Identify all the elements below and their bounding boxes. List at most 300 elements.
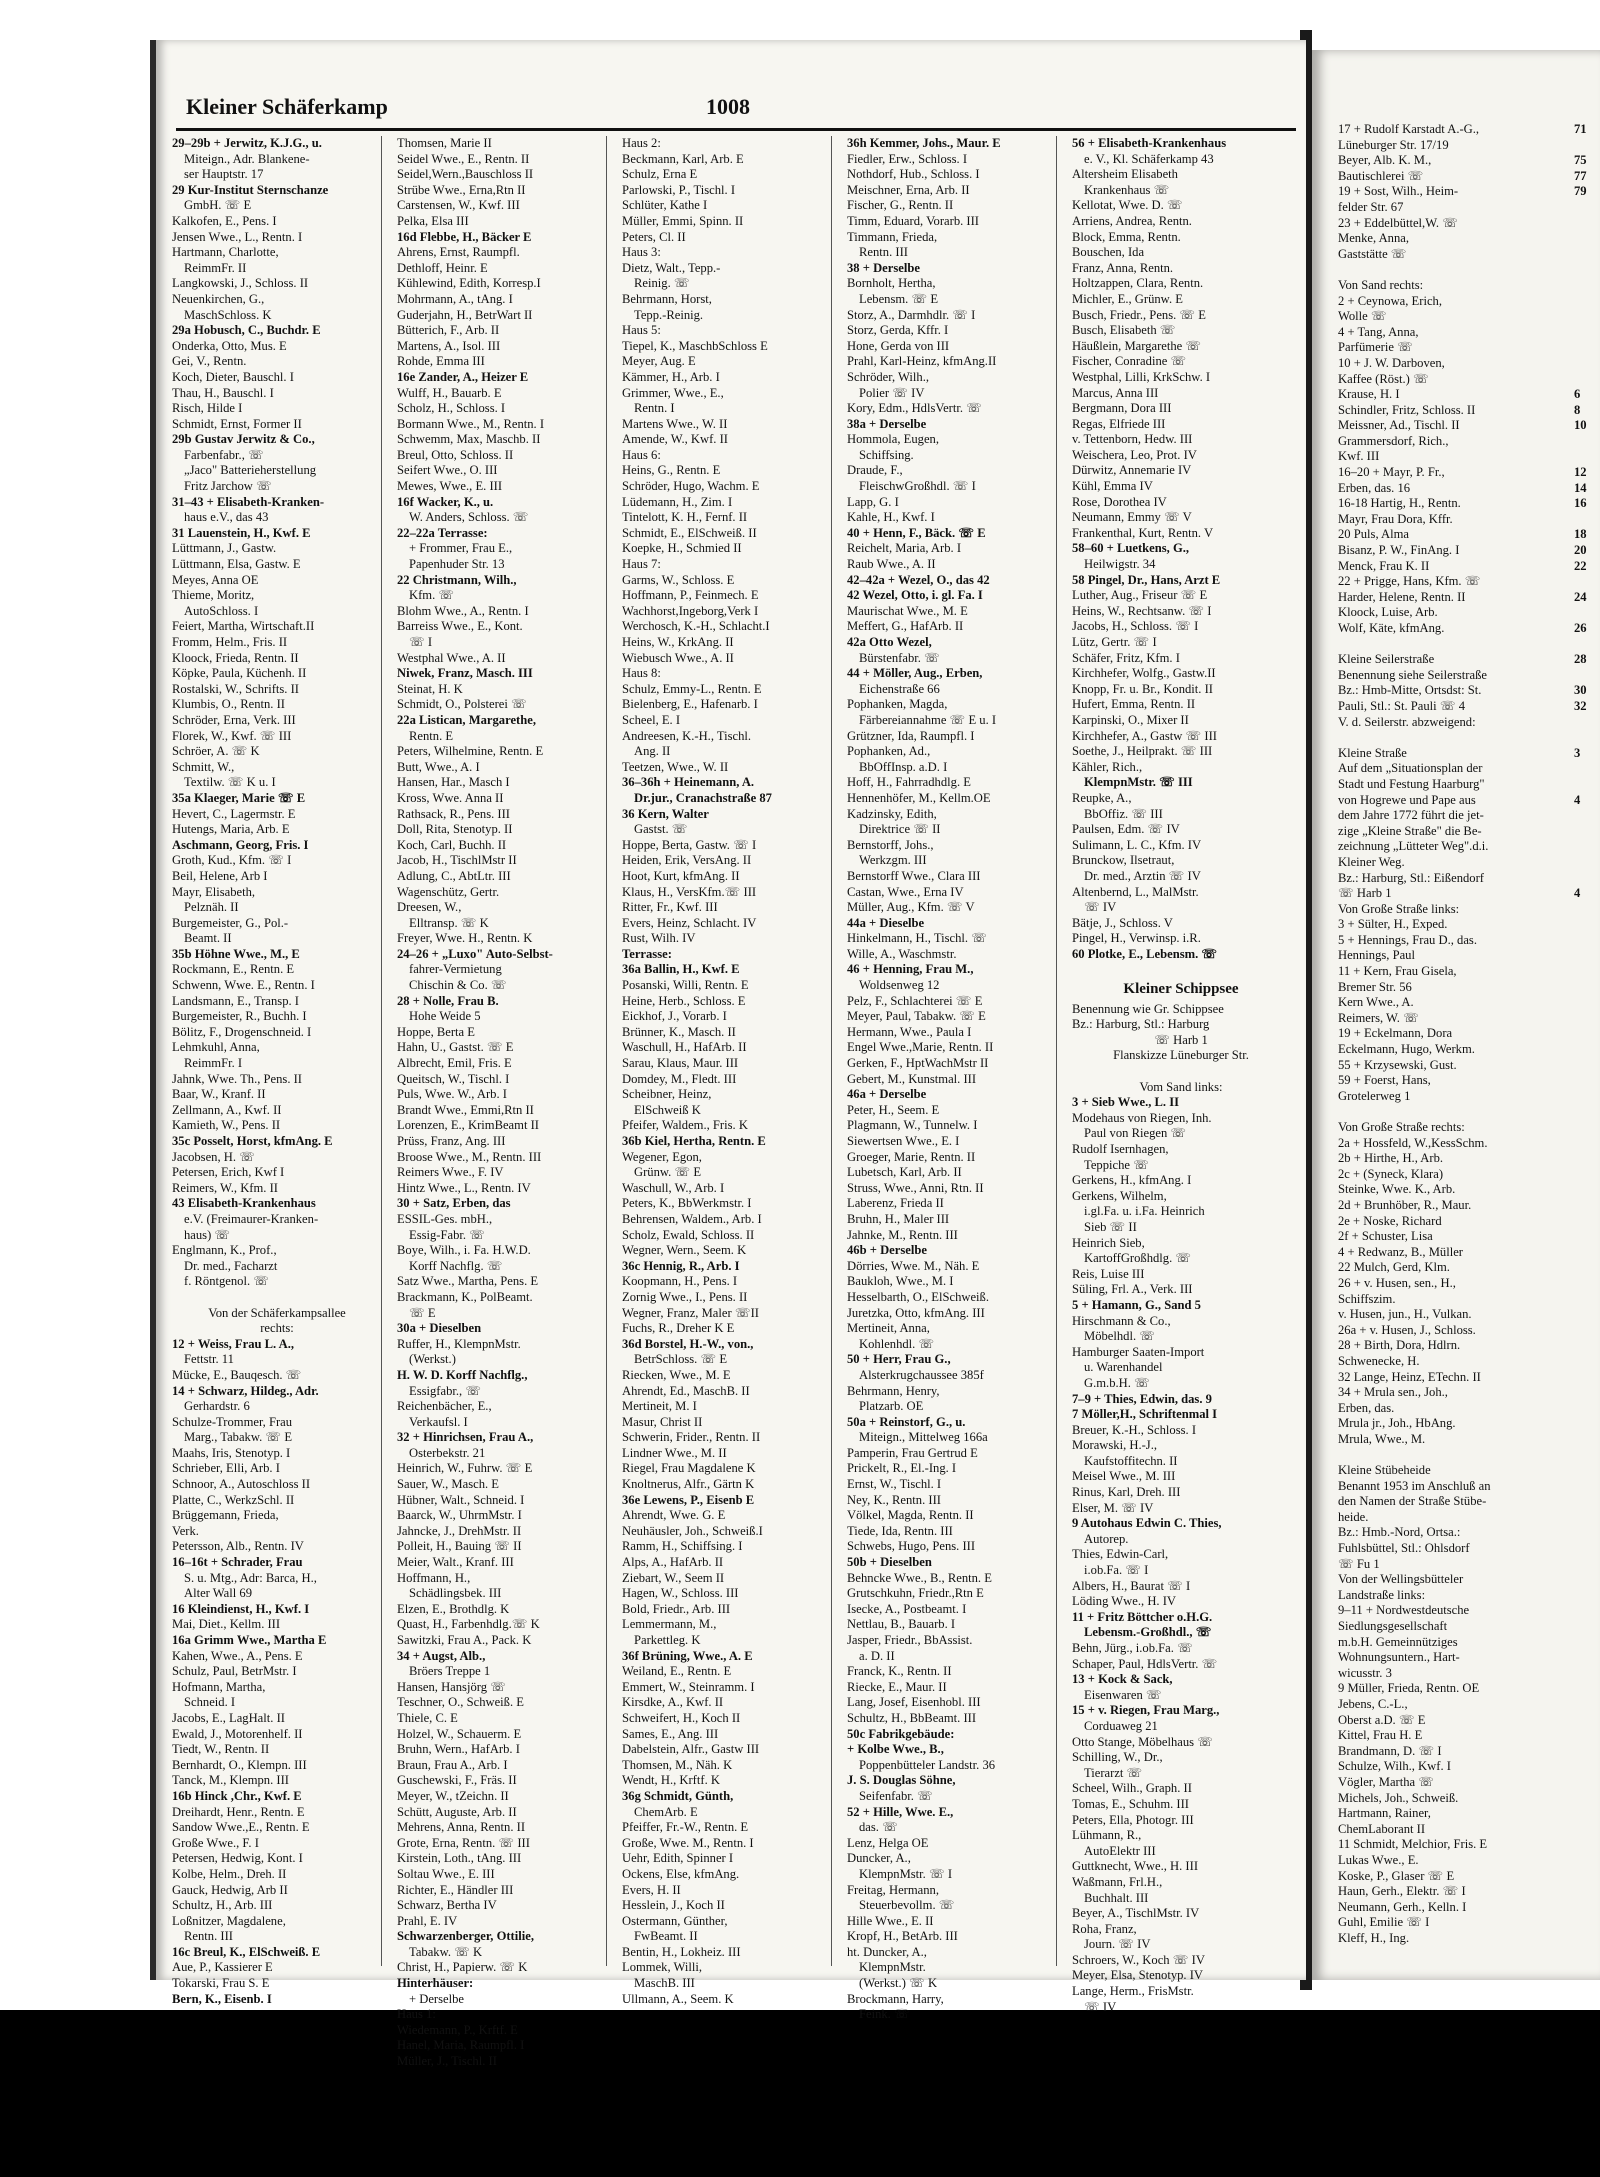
directory-entry: 23 + Eddelbüttel,W. ☏	[1338, 215, 1458, 230]
directory-entry: Hohe Weide 5	[409, 1009, 481, 1024]
directory-entry: Benennung wie Gr. Schippsee	[1072, 1001, 1224, 1016]
directory-entry: 4 + Tang, Anna,	[1338, 324, 1419, 339]
directory-entry: Zellmann, A., Kwf. II	[172, 1102, 282, 1117]
directory-entry: Ullmann, A., Seem. K	[622, 1991, 734, 2006]
directory-entry: Sawitzki, Frau A., Pack. K	[397, 1633, 532, 1647]
directory-entry: Posanski, Willi, Rentn. E	[622, 978, 749, 993]
directory-entry: G.m.b.H. ☏	[1084, 1375, 1150, 1390]
directory-entry: Kühl, Emma IV	[1072, 479, 1153, 494]
directory-entry: Kämmer, H., Arb. I	[622, 369, 720, 384]
directory-entry: Tepp.-Reinig.	[634, 307, 704, 322]
directory-entry: Westphal, Lilli, KrkSchw. I	[1072, 369, 1211, 384]
directory-entry: Textilw. ☏ K u. I	[184, 775, 276, 790]
directory-entry: Michels, Joh., Schweiß.	[1338, 1790, 1459, 1805]
directory-entry	[1312, 637, 1572, 653]
directory-entry: Hutengs, Maria, Arb. E	[172, 822, 290, 837]
directory-entry: MaschB. III	[634, 1976, 695, 1991]
directory-entry: Bornholt, Hertha,	[847, 276, 936, 291]
edge-house-number	[1574, 761, 1600, 777]
directory-entry: 30 + Satz, Erben, das	[397, 1196, 511, 1211]
directory-entry: GmbH. ☏ E	[184, 198, 252, 213]
directory-entry: Reupke, A.,	[1072, 790, 1132, 805]
directory-entry: Richter, E., Händler III	[397, 1882, 514, 1897]
directory-entry: Ahrendt, Ed., MaschB. II	[622, 1383, 750, 1398]
directory-entry: Schweifert, H., Koch II	[622, 1710, 741, 1725]
directory-entry: Pingel, H., Verwinsp. i.R.	[1072, 931, 1201, 946]
directory-entry: Thiele, C. E	[397, 1710, 458, 1725]
directory-entry: Prickelt, R., El.-Ing. I	[847, 1461, 957, 1476]
directory-entry: Lehmkuhl, Anna,	[172, 1040, 260, 1055]
directory-entry: Schaper, Paul, HdlsVertr. ☏	[1072, 1656, 1218, 1671]
directory-entry: Nettlau, B., Bauarb. I	[847, 1617, 956, 1632]
directory-entry: Essigfabr., ☏	[409, 1383, 482, 1398]
directory-entry: 46b + Derselbe	[847, 1243, 927, 1258]
directory-entry: Flanskizze Lüneburger Str.	[1113, 1048, 1249, 1063]
directory-entry: Landstraße links:	[1338, 1587, 1426, 1602]
directory-entry: Onderka, Otto, Mus. E	[172, 338, 287, 353]
directory-entry: Terrasse:	[622, 946, 672, 961]
directory-entry: Kellotat, Wwe. D. ☏	[1072, 198, 1183, 213]
directory-entry: Schädlingsbek. III	[409, 1586, 502, 1601]
directory-entry: Arriens, Andrea, Rentn.	[1072, 213, 1192, 228]
directory-entry: Von Große Straße rechts:	[1338, 1120, 1465, 1134]
edge-house-number	[1574, 434, 1600, 450]
directory-entry: Dürwitz, Annemarie IV	[1072, 463, 1192, 478]
edge-house-number	[1574, 855, 1600, 871]
directory-entry: Petersson, Alb., Rentn. IV	[172, 1539, 304, 1554]
directory-entry: 38a + Derselbe	[847, 416, 927, 431]
directory-entry: Beil, Helene, Arb I	[172, 868, 268, 883]
directory-entry: 16e Zander, A., Heizer E	[397, 369, 529, 384]
directory-entry: Pophanken, Magda,	[847, 697, 948, 712]
directory-entry: Von Große Straße links:	[1338, 901, 1460, 916]
directory-entry: Christ, H., Papierw. ☏ K	[397, 1960, 528, 1975]
directory-entry: Heins, W., Rechtsanw. ☏ I	[1072, 603, 1212, 618]
directory-entry: 20 Puls, Alma	[1338, 527, 1410, 542]
directory-entry: Thieme, Moritz,	[172, 588, 255, 603]
directory-entry: Raub Wwe., A. II	[847, 557, 936, 572]
directory-entry	[1070, 962, 1290, 978]
directory-entry	[1312, 730, 1572, 746]
next-page-column	[1312, 122, 1572, 1946]
directory-entry: 42 Wezel, Otto, i. gl. Fa. I	[847, 588, 983, 603]
directory-entry: Niwek, Franz, Masch. III	[397, 666, 533, 681]
directory-entry	[1312, 262, 1572, 278]
directory-entry: Kamieth, W., Pens. II	[172, 1118, 281, 1133]
directory-entry: Feink. ☏	[859, 2007, 910, 2022]
edge-house-number: 4	[1574, 792, 1581, 807]
edge-house-number	[1574, 216, 1600, 232]
directory-entry: Klumbis, O., Rentn. II	[172, 697, 285, 712]
directory-entry: Bernstorff, Johs.,	[847, 837, 934, 852]
directory-entry: Autorep.	[1084, 1531, 1129, 1546]
directory-entry: Alps, A., HafArb. II	[622, 1555, 724, 1570]
column-4	[845, 136, 1057, 2022]
directory-entry: Hille Wwe., E. II	[847, 1913, 934, 1928]
directory-entry: Hoff, H., Fahrradhdlg. E	[847, 775, 971, 790]
directory-entry: Osterbekstr. 21	[409, 1445, 486, 1460]
directory-entry: Franck, K., Rentn. II	[847, 1664, 952, 1679]
directory-entry: Lenz, Helga OE	[847, 1835, 929, 1850]
edge-house-number: 32	[1574, 698, 1587, 713]
directory-entry: Gerhardstr. 6	[184, 1399, 250, 1414]
directory-entry: Holtzappen, Clara, Rentn.	[1072, 276, 1204, 291]
directory-entry: Timmann, Frieda,	[847, 229, 938, 244]
directory-entry: Buchhalt. III	[1084, 1890, 1149, 1905]
directory-entry: Lüneburger Str. 17/19	[1338, 137, 1449, 152]
edge-house-number	[1574, 356, 1600, 372]
directory-entry: 36 Kern, Walter	[622, 806, 709, 821]
directory-entry: 3 + Sieb Wwe., L. II	[1072, 1095, 1180, 1110]
directory-entry: Schwerin, Frider., Rentn. II	[622, 1430, 761, 1445]
directory-entry: Jebens, C.-L.,	[1338, 1696, 1408, 1711]
directory-entry: Benennung siehe Seilerstraße	[1338, 667, 1487, 682]
directory-entry: Wiebusch Wwe., A. II	[622, 650, 734, 665]
directory-entry: Koch, Carl, Buchh. II	[397, 837, 507, 852]
directory-entry: Modehaus von Riegen, Inh.	[1072, 1110, 1212, 1125]
directory-entry: Dabelstein, Alfr., Gastw III	[622, 1742, 760, 1757]
directory-entry: Aue, P., Kassierer E	[172, 1960, 273, 1975]
directory-entry: S. u. Mtg., Adr: Barca, H.,	[184, 1570, 317, 1585]
directory-entry: KlempnMstr. ☏ I	[859, 1866, 953, 1881]
directory-entry: Bern, K., Eisenb. I	[172, 1991, 272, 2006]
scanner-bed-bottom	[0, 2010, 1600, 2177]
directory-entry: Barreiss Wwe., E., Kont.	[397, 619, 523, 634]
directory-entry: 16f Wacker, K., u.	[397, 494, 494, 509]
directory-entry: Struss, Wwe., Anni, Rtn. II	[847, 1180, 984, 1195]
directory-entry: Bernstorff Wwe., Clara III	[847, 868, 981, 883]
directory-entry: Von Sand rechts:	[1338, 277, 1424, 292]
directory-entry: Meyer, Elsa, Stenotyp. IV	[1072, 1968, 1204, 1983]
directory-entry: Meffert, G., HafArb. II	[847, 619, 964, 634]
directory-entry: Meissner, Ad., Tischl. II	[1338, 418, 1460, 433]
directory-entry: Busch, Elisabeth ☏	[1072, 323, 1176, 338]
directory-entry: Erben, das.	[1338, 1400, 1395, 1415]
directory-entry: Schroers, W., Koch ☏ IV	[1072, 1952, 1205, 1967]
directory-entry: 50a + Reinstorf, G., u.	[847, 1414, 966, 1429]
directory-entry: e. V., Kl. Schäferkamp 43	[1084, 151, 1214, 166]
directory-entry: Steuerbevollm. ☏	[859, 1898, 955, 1913]
directory-entry: Jensen Wwe., L., Rentn. I	[172, 229, 303, 244]
directory-entry: Papenhuder Str. 13	[409, 557, 505, 572]
directory-entry: Haus 1:	[397, 2007, 436, 2022]
directory-entry: 10 + J. W. Darboven,	[1338, 355, 1445, 370]
directory-entry: 59 + Foerst, Hans,	[1338, 1073, 1431, 1088]
directory-entry: Hanel, Maria, Raumpfl. I	[397, 2038, 525, 2053]
directory-entry: Rose, Dorothea IV	[1072, 494, 1167, 509]
directory-entry: + Kolbe Wwe., B.,	[847, 1742, 944, 1757]
directory-entry: 31–43 + Elisabeth-Kranken-	[172, 494, 325, 509]
directory-entry: Eckelmann, Hugo, Werkm.	[1338, 1042, 1475, 1057]
directory-entry: Tomas, E., Schuhm. III	[1072, 1796, 1189, 1811]
directory-entry: 42–42a + Wezel, O., das 42	[847, 572, 990, 587]
directory-entry: Peters, K., BbWerkmstr. I	[622, 1196, 752, 1211]
directory-entry: Fuhlsbüttel, Stl.: Ohlsdorf	[1338, 1541, 1470, 1556]
directory-entry: Martens Wwe., W. II	[622, 416, 728, 431]
directory-entry: Müller, J., Tischl. II	[397, 2054, 497, 2069]
directory-entry: Tokarski, Frau S. E	[172, 1976, 270, 1991]
directory-entry: Langkowski, J., Schloss. II	[172, 276, 309, 291]
directory-entry: Hagen, W., Schloss. III	[622, 1586, 739, 1601]
page-number: 1008	[706, 94, 750, 119]
directory-entry: 16 Kleindienst, H., Kwf. I	[172, 1601, 310, 1616]
directory-entry: ☏ I	[409, 635, 433, 649]
directory-entry: 46a + Derselbe	[847, 1087, 927, 1102]
directory-entry: Brandt Wwe., Emmi,Rtn II	[397, 1102, 534, 1117]
directory-entry: Haus 8:	[622, 666, 661, 681]
directory-entry: Schrieber, Elli, Arb. I	[172, 1461, 280, 1476]
directory-entry: Siedlungsgesellschaft	[1338, 1619, 1448, 1633]
directory-entry: Mayr, Frau Dora, Kffr.	[1338, 511, 1453, 526]
directory-entry: Hofmann, Martha,	[172, 1679, 266, 1694]
directory-entry: Von der Schäferkampsallee	[208, 1305, 346, 1320]
directory-entry: Behn, Jürg., i.ob.Fa. ☏	[1072, 1641, 1193, 1655]
directory-entry: Miteign., Adr. Blankene-	[184, 151, 310, 166]
directory-entry: Färbereiannahme ☏ E u. I	[859, 712, 997, 727]
directory-entry: Sandow Wwe.,E., Rentn. E	[172, 1820, 310, 1835]
directory-entry: Rust, Wilh. IV	[622, 931, 696, 946]
edge-house-number	[1574, 309, 1600, 325]
directory-entry: Ewald, J., Motorenhelf. II	[172, 1726, 303, 1741]
directory-entry: FleischwGroßhdl. ☏ I	[859, 479, 976, 494]
directory-entry: 35b Höhne Wwe., M., E	[172, 946, 300, 961]
directory-entry: Reimers, W. ☏	[1338, 1010, 1419, 1025]
directory-entry: Tiedt, W., Rentn. II	[172, 1742, 270, 1757]
directory-entry: Neuhäusler, Joh., Schweiß.I	[622, 1523, 763, 1538]
directory-entry: Bisanz, P. W., FinAng. I	[1338, 543, 1460, 558]
directory-entry: 22a Listican, Margarethe,	[397, 712, 536, 727]
directory-entry: Platzarb. OE	[859, 1399, 924, 1414]
directory-entry: Rentn. E	[409, 728, 454, 743]
directory-entry: 29a Hobusch, C., Buchdr. E	[172, 323, 321, 338]
directory-entry: Fischer, Conradine ☏	[1072, 354, 1187, 369]
directory-entry: Roha, Franz,	[1072, 1921, 1137, 1936]
directory-entry: Ruffer, H., KlempnMstr.	[397, 1336, 521, 1351]
directory-entry: Chischin & Co. ☏	[409, 978, 507, 993]
directory-entry: Kalkofen, E., Pens. I	[172, 213, 277, 228]
directory-entry: W. Anders, Schloss. ☏	[409, 510, 529, 525]
directory-entry: Hirschmann & Co.,	[1072, 1313, 1171, 1328]
directory-entry: u. Warenhandel	[1084, 1360, 1163, 1375]
directory-entry: Mewes, Wwe., E. III	[397, 479, 503, 494]
edge-house-number: 71	[1574, 122, 1587, 136]
directory-entry: 16a Grimm Wwe., Martha E	[172, 1633, 327, 1647]
directory-entry: Koske, P., Glaser ☏ E	[1338, 1868, 1455, 1883]
column-1	[170, 136, 382, 2006]
directory-entry: Ney, K., Rentn. III	[847, 1492, 941, 1507]
directory-entry: Bentin, H., Lokheiz. III	[622, 1944, 741, 1959]
directory-entry: Gerkens, H., kfmAng. I	[1072, 1173, 1192, 1188]
directory-entry: Klaus, H., VersKfm.☏ III	[622, 884, 757, 899]
directory-entry: Kern Wwe., A.	[1338, 995, 1414, 1010]
directory-entry: Scheibner, Heinz,	[622, 1087, 712, 1102]
directory-entry: Scheel, E. I	[622, 712, 681, 727]
directory-entry: 32 + Hinrichsen, Frau A.,	[397, 1430, 534, 1445]
edge-house-number: 75	[1574, 153, 1587, 168]
directory-entry: Dr. med., Facharzt	[184, 1258, 278, 1273]
edge-house-number	[1574, 668, 1600, 684]
directory-entry: ElSchweiß K	[634, 1102, 701, 1117]
directory-entry: Schiffszim.	[1338, 1291, 1396, 1306]
directory-entry: Jacobs, E., LagHalt. II	[172, 1710, 285, 1725]
directory-entry: Müller, Emmi, Spinn. II	[622, 213, 744, 228]
directory-entry: V. d. Seilerstr. abzweigend:	[1338, 714, 1476, 729]
directory-entry: Elzen, E., Brothdlg. K	[397, 1601, 510, 1616]
directory-entry: Jahnk, Wwe. Th., Pens. II	[172, 1071, 303, 1086]
directory-entry: 28 + Birth, Dora, Hdlrn.	[1338, 1338, 1461, 1353]
directory-entry: Parlowski, P., Tischl. I	[622, 182, 736, 197]
directory-entry: Schilling, W., Dr.,	[1072, 1750, 1163, 1765]
directory-entry: 2c + (Syneck, Klara)	[1338, 1166, 1444, 1181]
directory-entry: Essig-Fabr. ☏	[409, 1227, 485, 1242]
directory-entry: Weischera, Leo, Prot. IV	[1072, 447, 1197, 462]
directory-entry: Heins, G., Rentn. E	[622, 463, 721, 478]
directory-entry: das. ☏	[859, 1820, 898, 1835]
directory-entry: Meyer, W., tZeichn. II	[397, 1788, 509, 1803]
directory-entry: Groth, Kud., Kfm. ☏ I	[172, 853, 292, 868]
directory-entry: Eickhof, J., Vorarb. I	[622, 1009, 727, 1024]
directory-entry: Scholz, Ewald, Schloss. II	[622, 1227, 755, 1242]
directory-entry: Hoffmann, P., Feinmech. E	[622, 588, 759, 603]
directory-entry: ☏ IV	[1084, 1999, 1117, 2014]
edge-house-number	[1574, 715, 1600, 731]
directory-entry: Völkel, Magda, Rentn. II	[847, 1508, 974, 1523]
directory-entry: Hahn, U., Gastst. ☏ E	[397, 1040, 514, 1055]
directory-entry: Michler, E., Grünw. E	[1072, 291, 1183, 306]
directory-entry: ☏ Harb 1	[1338, 886, 1392, 901]
directory-entry: Ramm, H., Schiffsing. I	[622, 1539, 743, 1554]
directory-entry: Hansen, Har., Masch I	[397, 775, 510, 790]
directory-entry: Ziebart, W., Seem II	[622, 1570, 725, 1585]
directory-entry: Grammersdorf, Rich.,	[1338, 433, 1449, 448]
directory-entry: Altenbernd, L., MalMstr.	[1072, 884, 1199, 899]
directory-entry: Gerkens, Wilhelm,	[1072, 1188, 1167, 1203]
directory-entry: Lommek, Willi,	[622, 1960, 703, 1975]
directory-entry: Gastst. ☏	[634, 822, 688, 837]
directory-entry: Pfeiffer, Fr.-W., Rentn. E	[622, 1820, 749, 1835]
edge-house-number	[1574, 278, 1600, 294]
directory-entry: ChemLaborant II	[1338, 1821, 1426, 1836]
directory-entry: Neuenkirchen, G.,	[172, 291, 265, 306]
directory-entry: Hansen, Hansjörg ☏	[397, 1679, 506, 1694]
directory-entry: Rentn. III	[859, 245, 908, 260]
directory-entry: Dietz, Walt., Tepp.-	[622, 260, 721, 275]
directory-entry: 5 + Hennings, Frau D., das.	[1338, 932, 1477, 947]
directory-entry: Lindner Wwe., M. II	[622, 1445, 727, 1460]
directory-entry: Hevert, C., Lagermstr. E	[172, 806, 296, 821]
edge-house-number	[1574, 637, 1600, 653]
directory-entry: Garms, W., Schloss. E	[622, 572, 735, 587]
directory-entry: Prahl, E. IV	[397, 1913, 458, 1928]
directory-entry: Ernst, W., Tischl. I	[847, 1477, 942, 1492]
directory-entry: Seidel,Wern.,Bauschloss II	[397, 167, 534, 182]
directory-entry: Reinig. ☏	[634, 276, 690, 291]
directory-entry: 50 + Herr, Frau G.,	[847, 1352, 951, 1367]
directory-entry: Schwarzenberger, Ottilie,	[397, 1929, 534, 1944]
directory-entry: Schulz, Paul, BetrMstr. I	[172, 1664, 297, 1679]
directory-entry: Haus 3:	[622, 245, 661, 260]
directory-entry: Peters, Ella, Photogr. III	[1072, 1812, 1194, 1827]
edge-house-number: 20	[1574, 543, 1587, 558]
directory-entry: Große Wwe., F. I	[172, 1835, 259, 1850]
directory-page	[150, 40, 1306, 2069]
directory-entry: Pelz, F., Schlachterei ☏ E	[847, 993, 983, 1008]
directory-entry: 16d Flebbe, H., Bäcker E	[397, 229, 532, 244]
edge-house-number	[1574, 605, 1600, 621]
directory-entry: Reis, Luise III	[1072, 1266, 1145, 1281]
directory-entry: Kleiner Weg.	[1338, 854, 1405, 869]
directory-entry: Waschull, W., Arb. I	[622, 1180, 725, 1195]
directory-entry: Groeger, Marie, Rentn. II	[847, 1149, 976, 1164]
directory-entry: 15 + v. Riegen, Frau Marg.,	[1072, 1703, 1220, 1718]
directory-entry: Reichelt, Maria, Arb. I	[847, 541, 962, 556]
directory-entry: Dreihardt, Henr., Rentn. E	[172, 1804, 305, 1819]
directory-entry: Beamt. II	[184, 931, 232, 946]
directory-entry: Maurischat Wwe., M. E	[847, 603, 968, 618]
directory-entry: Block, Emma, Rentn.	[1072, 229, 1181, 244]
directory-entry: Steinke, Wwe. K., Arb.	[1338, 1182, 1456, 1197]
directory-entry: Guhl, Emilie ☏ I	[1338, 1915, 1430, 1930]
directory-entry: Albers, H., Baurat ☏ I	[1072, 1578, 1191, 1593]
directory-entry: MaschSchloss. K	[184, 307, 272, 322]
directory-entry: dem Jahre 1772 führt die jet-	[1338, 808, 1484, 823]
directory-entry: 42a Otto Wezel,	[847, 635, 932, 649]
directory-entry: Bremer Str. 56	[1338, 979, 1412, 994]
directory-entry: BetrSchloss. ☏ E	[634, 1352, 728, 1367]
directory-entry: 31 Lauenstein, H., Kwf. E	[172, 525, 311, 540]
directory-entry: 36f Brüning, Wwe., A. E	[622, 1648, 753, 1663]
directory-entry: Loßnitzer, Magdalene,	[172, 1913, 286, 1928]
directory-entry: Boye, Wilh., i. Fa. H.W.D.	[397, 1243, 531, 1258]
directory-entry: Juretzka, Otto, kfmAng. III	[847, 1305, 985, 1320]
directory-entry: 16–20 + Mayr, P. Fr.,	[1338, 465, 1445, 480]
directory-entry: Otto Stange, Möbelhaus ☏	[1072, 1734, 1213, 1749]
directory-entry: Fiedler, Erw., Schloss. I	[847, 151, 968, 166]
directory-entry: Kwf. III	[1338, 449, 1380, 464]
directory-entry: Schmitt, W.,	[172, 759, 235, 774]
directory-entry: Baukloh, Wwe., M. I	[847, 1274, 954, 1289]
directory-entry: Schlüter, Kathe I	[622, 198, 708, 213]
next-page-partial	[1312, 50, 1600, 1980]
directory-entry: Poppenbütteler Landstr. 36	[859, 1757, 996, 1772]
directory-entry: Pophanken, Ad.,	[847, 744, 931, 759]
directory-entry: Werchosch, K.-H., Schlacht.I	[622, 619, 770, 634]
directory-entry: Ahrendt, Wwe. G. E	[622, 1508, 726, 1523]
directory-entry: Bz.: Hmb-Mitte, Ortsdst: St.	[1338, 683, 1482, 698]
directory-entry: Fettstr. 11	[184, 1352, 234, 1367]
directory-entry: Thies, Edwin-Carl,	[1072, 1547, 1169, 1562]
directory-entry: Hoot, Kurt, kfmAng. II	[622, 868, 740, 883]
directory-entry: Brüggemann, Frieda,	[172, 1508, 279, 1523]
edge-house-number: 28	[1574, 652, 1587, 667]
directory-entry: Puls, Wwe. W., Arb. I	[397, 1087, 507, 1102]
edge-house-number: 14	[1574, 480, 1587, 495]
directory-entry: Jasper, Friedr., BbAssist.	[847, 1633, 973, 1647]
directory-entry: Zornig Wwe., I., Pens. II	[622, 1289, 748, 1304]
directory-entry: Wegner, Franz, Maler ☏II	[622, 1305, 759, 1320]
directory-entry: Martens, A., Isol. III	[397, 338, 501, 353]
directory-entry: Paulsen, Edm. ☏ IV	[1072, 822, 1180, 837]
directory-entry: 11 + Fritz Böttcher o.H.G.	[1072, 1609, 1213, 1624]
directory-entry: Behrensen, Waldem., Arb. I	[622, 1211, 762, 1226]
directory-entry: 38 + Derselbe	[847, 260, 920, 275]
column-5	[1070, 136, 1290, 2014]
directory-entry: Altersheim Elisabeth	[1072, 167, 1178, 182]
directory-entry: Luther, Aug., Friseur ☏ E	[1072, 588, 1208, 603]
directory-entry: haus e.V., das 43	[184, 510, 269, 525]
directory-entry: Hinkelmann, H., Tischl. ☏	[847, 931, 987, 946]
directory-entry: Mrula jr., Joh., HbAng.	[1338, 1416, 1456, 1431]
